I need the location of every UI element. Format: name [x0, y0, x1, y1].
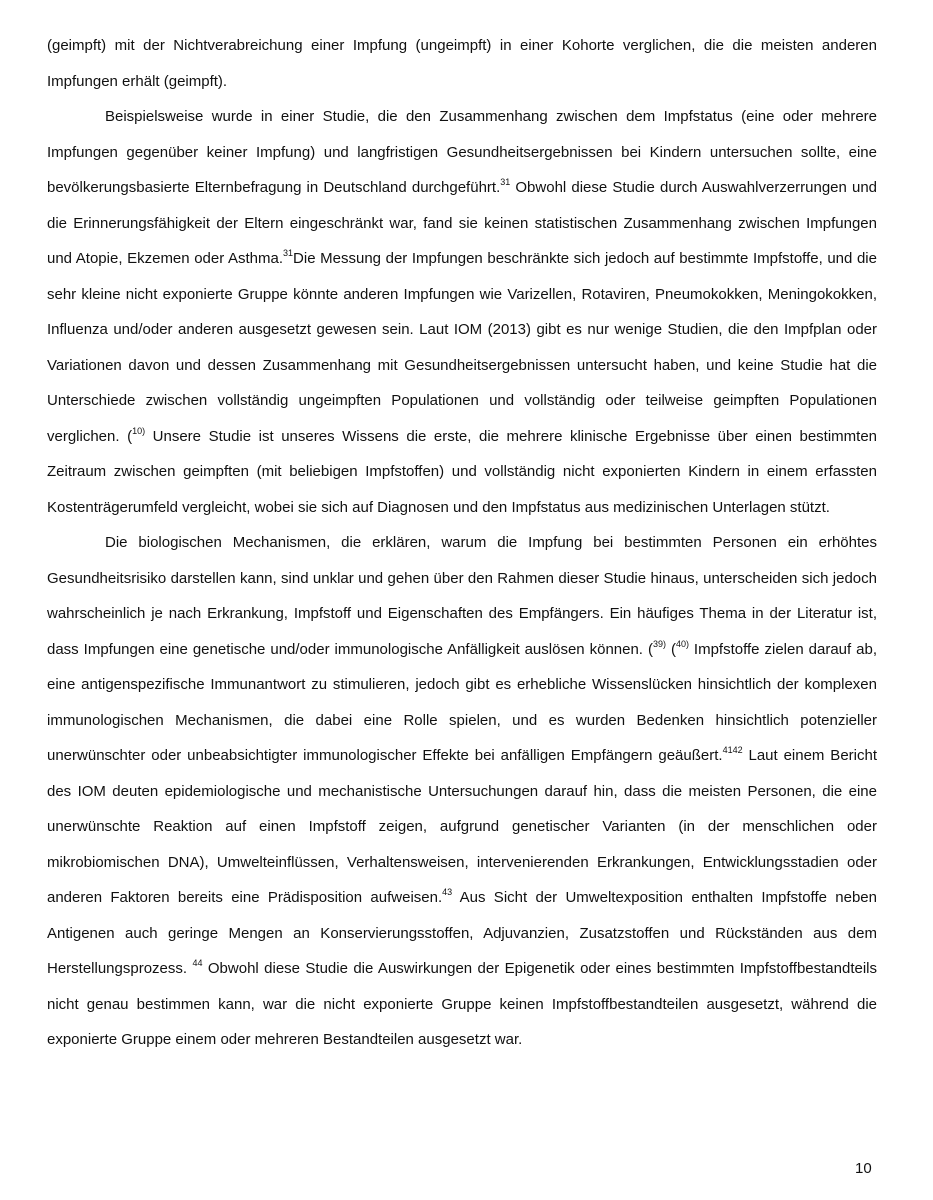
paragraph-biological-mechanisms: [47, 525, 877, 1058]
paragraph-continued: [47, 28, 877, 99]
text-run: Die Messung der Impfungen beschränkte sich jedoch auf bestimmte Impfstoffe, und die sehr kleine nicht exponierte Gruppe könnte anderen Impfungen wie Varizellen, Rotaviren, Pneumokokken, Meningokokken, Influenza und/oder anderen ausgesetzt gewesen sein. Laut IOM (2013) gibt es nur wenige Studien, die den Impfplan oder Variationen davon und dessen Zusammenhang mit Gesundheitsergebnissen untersucht haben, und keine Studie hat die Unterschiede zwischen vollständig ungeimpften Populationen und vollständig oder teilweise geimpften Populationen verglichen. (: [47, 250, 877, 445]
citation-ref: 43: [442, 887, 453, 897]
text-run: (geimpft) mit der Nichtverabreichung einer Impfung (ungeimpft) in einer Kohorte verglichen, die die meisten anderen Impfungen erhält (geimpft).: [47, 37, 877, 90]
citation-ref: 31: [500, 177, 511, 187]
paragraph-vaccination-study: [47, 99, 877, 525]
citation-ref: 44: [192, 958, 203, 968]
text-run: Obwohl diese Studie durch Auswahlverzerrungen und die Erinnerungsfähigkeit der Eltern eingeschränkt war, fand sie keinen statistischen Zusammenhang zwischen Impfungen und Atopie, Ekzemen oder Asthma.: [47, 179, 878, 267]
page-number: 10: [855, 1160, 872, 1177]
text-run: Impfstoffe zielen darauf ab, eine antigenspezifische Immunantwort zu stimulieren, jedoch gibt es erhebliche Wissenslücken hinsichtlich der komplexen immunologischen Mechanismen, die dabei eine Rolle spielen, und es wurden Bedenken hinsichtlich potenzieller unerwünschter oder unbeabsichtigter immunologischer Effekte bei anfälligen Empfängern geäußert.: [47, 640, 877, 764]
text-run: Unsere Studie ist unseres Wissens die erste, die mehrere klinische Ergebnisse über einen bestimmten Zeitraum zwischen geimpften (mit beliebigen Impfstoffen) und vollständig nicht exponierten Kindern in einem erfassten Kostenträgerumfeld vergleicht, wobei sie sich auf Diagnosen und den Impfstatus aus medizinischen Unterlagen stützt.: [47, 427, 877, 516]
text-run: (: [665, 640, 676, 658]
citation-ref: 40): [675, 638, 689, 649]
text-run: Die biologischen Mechanismen, die erklären, warum die Impfung bei bestimmten Personen ein erhöhtes Gesundheitsrisiko darstellen kann, sind unklar und gehen über den Rahmen dieser Studie hinaus, unterscheiden sich jedoch wahrscheinlich je nach Erkrankung, Impfstoff und Eigenschaften des Empfängers. Ein häufiges Thema in der Literatur ist, dass Impfungen eine genetische und/oder immunologische Anfälligkeit auslösen können. (: [47, 534, 877, 658]
page-body: [47, 28, 877, 1058]
text-run: Aus Sicht der Umweltexposition enthalten Impfstoffe neben Antigenen auch geringe Mengen an Konservierungsstoffen, Adjuvanzien, Zusatzstoffen und Rückständen aus dem Herstellungsprozess.: [47, 889, 877, 977]
text-run: Beispielsweise wurde in einer Studie, die den Zusammenhang zwischen dem Impfstatus (eine oder mehrere Impfungen gegenüber keiner Impfung) und langfristigen Gesundheitsergebnissen bei Kindern untersuchen sollte, eine bevölkerungsbasierte Elternbefragung in Deutschland durchgeführt.: [47, 108, 877, 196]
citation-ref: 31: [283, 248, 294, 258]
citation-ref: 10): [132, 425, 146, 436]
citation-ref: 4142: [722, 745, 743, 755]
text-run: Laut einem Bericht des IOM deuten epidemiologische und mechanistische Untersuchungen darauf hin, dass die meisten Personen, die eine unerwünschte Reaktion auf einen Impfstoff zeigen, aufgrund genetischer Varianten (in der menschlichen oder mikrobiomischen DNA), Umwelteinflüssen, Verhaltensweisen, intervenierenden Erkrankungen, Entwicklungsstadien oder anderen Faktoren bereits eine Prädisposition aufweisen.: [47, 747, 877, 906]
text-run: Obwohl diese Studie die Auswirkungen der Epigenetik oder eines bestimmten Impfstoffbestandteils nicht genau bestimmen kann, war die nicht exponierte Gruppe keinen Impfstoffbestandteilen ausgesetzt, während die exponierte Gruppe einem oder mehreren Bestandteilen ausgesetzt war.: [47, 960, 877, 1048]
citation-ref: 39): [652, 638, 666, 649]
